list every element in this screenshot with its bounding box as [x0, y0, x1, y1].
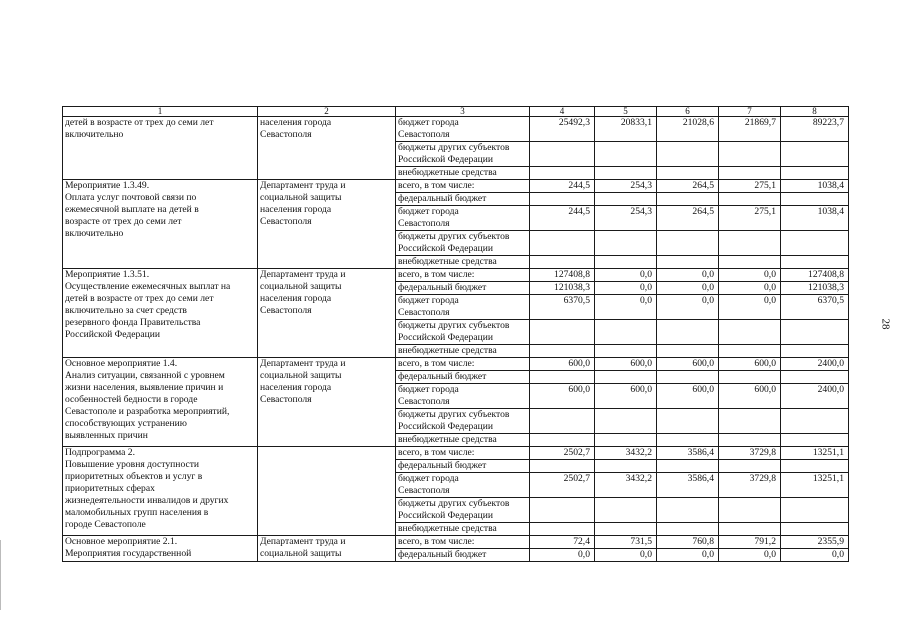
- amount-cell: [719, 409, 781, 434]
- funding-source: федеральный бюджет: [396, 193, 530, 206]
- amount-cell: [595, 345, 657, 358]
- amount-cell: [657, 142, 719, 167]
- amount-cell: 21028,6: [657, 117, 719, 142]
- amount-cell: 254,3: [595, 206, 657, 231]
- amount-cell: 1038,4: [781, 206, 849, 231]
- amount-cell: [657, 256, 719, 269]
- funding-source: бюджет города Севастополя: [396, 295, 530, 320]
- funding-source: всего, в том числе:: [396, 180, 530, 193]
- funding-source: федеральный бюджет: [396, 460, 530, 473]
- funding-source: внебюджетные средства: [396, 345, 530, 358]
- funding-source: внебюджетные средства: [396, 434, 530, 447]
- amount-cell: 3432,2: [595, 447, 657, 460]
- column-header: 2: [258, 107, 396, 117]
- funding-source: всего, в том числе:: [396, 269, 530, 282]
- amount-cell: [719, 371, 781, 384]
- amount-cell: [657, 167, 719, 180]
- amount-cell: [719, 231, 781, 256]
- funding-source: бюджеты других субъектов Российской Федерации: [396, 320, 530, 345]
- amount-cell: [530, 320, 595, 345]
- amount-cell: [719, 498, 781, 523]
- funding-source: бюджеты других субъектов Российской Федерации: [396, 142, 530, 167]
- amount-cell: [657, 345, 719, 358]
- amount-cell: [657, 460, 719, 473]
- responsible-executor: Департамент труда и социальной защиты населения города Севастополя: [258, 180, 396, 269]
- amount-cell: [781, 193, 849, 206]
- amount-cell: 72,4: [530, 536, 595, 549]
- amount-cell: [595, 256, 657, 269]
- amount-cell: [657, 320, 719, 345]
- amount-cell: [595, 167, 657, 180]
- amount-cell: 2502,7: [530, 447, 595, 460]
- amount-cell: [719, 320, 781, 345]
- amount-cell: 244,5: [530, 206, 595, 231]
- amount-cell: [781, 371, 849, 384]
- responsible-executor: [258, 447, 396, 536]
- amount-cell: 275,1: [719, 180, 781, 193]
- funding-source: внебюджетные средства: [396, 167, 530, 180]
- amount-cell: [530, 498, 595, 523]
- funding-source: федеральный бюджет: [396, 282, 530, 295]
- amount-cell: [657, 371, 719, 384]
- budget-table: [62, 106, 849, 562]
- amount-cell: 600,0: [595, 384, 657, 409]
- amount-cell: 0,0: [657, 549, 719, 562]
- amount-cell: 121038,3: [781, 282, 849, 295]
- amount-cell: [657, 523, 719, 536]
- table-row: [63, 269, 849, 282]
- amount-cell: 13251,1: [781, 473, 849, 498]
- amount-cell: [530, 371, 595, 384]
- column-header: 3: [396, 107, 530, 117]
- amount-cell: [595, 142, 657, 167]
- funding-source: бюджет города Севастополя: [396, 384, 530, 409]
- funding-source: бюджеты других субъектов Российской Федерации: [396, 231, 530, 256]
- header-row: [63, 107, 849, 117]
- amount-cell: 20833,1: [595, 117, 657, 142]
- amount-cell: 275,1: [719, 206, 781, 231]
- amount-cell: 0,0: [657, 282, 719, 295]
- activity-description: Основное мероприятие 1.4. Анализ ситуации, связанной с уровнем жизни населения, выявление причин и особенностей бедности в городе Севастополе и разработка мероприятий, способствующих устранению выявленных причин: [63, 358, 258, 447]
- activity-description: Мероприятие 1.3.49. Оплата услуг почтовой связи по ежемесячной выплате на детей в возрасте от трех до семи лет включительно: [63, 180, 258, 269]
- amount-cell: [719, 523, 781, 536]
- amount-cell: 3586,4: [657, 447, 719, 460]
- amount-cell: [781, 231, 849, 256]
- amount-cell: [530, 460, 595, 473]
- amount-cell: [595, 371, 657, 384]
- amount-cell: [781, 409, 849, 434]
- column-header: 1: [63, 107, 258, 117]
- funding-source: бюджет города Севастополя: [396, 117, 530, 142]
- funding-source: федеральный бюджет: [396, 549, 530, 562]
- amount-cell: [781, 320, 849, 345]
- amount-cell: [719, 142, 781, 167]
- funding-source: бюджеты других субъектов Российской Федерации: [396, 409, 530, 434]
- table-row: [63, 447, 849, 460]
- amount-cell: 6370,5: [530, 295, 595, 320]
- column-header: 8: [781, 107, 849, 117]
- amount-cell: 25492,3: [530, 117, 595, 142]
- amount-cell: 0,0: [719, 282, 781, 295]
- amount-cell: 244,5: [530, 180, 595, 193]
- amount-cell: [781, 434, 849, 447]
- amount-cell: [719, 460, 781, 473]
- amount-cell: 3432,2: [595, 473, 657, 498]
- amount-cell: 0,0: [781, 549, 849, 562]
- amount-cell: 121038,3: [530, 282, 595, 295]
- amount-cell: [595, 498, 657, 523]
- amount-cell: 6370,5: [781, 295, 849, 320]
- amount-cell: [595, 434, 657, 447]
- amount-cell: 2400,0: [781, 358, 849, 371]
- amount-cell: 0,0: [595, 549, 657, 562]
- amount-cell: [719, 345, 781, 358]
- amount-cell: 0,0: [657, 269, 719, 282]
- amount-cell: [719, 256, 781, 269]
- amount-cell: [781, 167, 849, 180]
- amount-cell: 600,0: [719, 358, 781, 371]
- table-row: [63, 117, 849, 142]
- amount-cell: 0,0: [595, 269, 657, 282]
- funding-source: бюджет города Севастополя: [396, 206, 530, 231]
- amount-cell: [530, 142, 595, 167]
- amount-cell: 760,8: [657, 536, 719, 549]
- amount-cell: 791,2: [719, 536, 781, 549]
- amount-cell: [530, 345, 595, 358]
- responsible-executor: Департамент труда и социальной защиты населения города Севастополя: [258, 269, 396, 358]
- amount-cell: [530, 193, 595, 206]
- column-header: 4: [530, 107, 595, 117]
- amount-cell: 21869,7: [719, 117, 781, 142]
- funding-source: бюджет города Севастополя: [396, 473, 530, 498]
- amount-cell: 89223,7: [781, 117, 849, 142]
- amount-cell: [595, 460, 657, 473]
- amount-cell: [530, 409, 595, 434]
- amount-cell: 1038,4: [781, 180, 849, 193]
- responsible-executor: Департамент труда и социальной защиты: [258, 536, 396, 562]
- amount-cell: 731,5: [595, 536, 657, 549]
- funding-source: всего, в том числе:: [396, 447, 530, 460]
- funding-source: бюджеты других субъектов Российской Федерации: [396, 498, 530, 523]
- amount-cell: [781, 498, 849, 523]
- funding-source: всего, в том числе:: [396, 536, 530, 549]
- amount-cell: [657, 434, 719, 447]
- amount-cell: 600,0: [530, 384, 595, 409]
- amount-cell: [781, 523, 849, 536]
- amount-cell: [657, 409, 719, 434]
- amount-cell: 0,0: [657, 295, 719, 320]
- amount-cell: 264,5: [657, 180, 719, 193]
- amount-cell: 3729,8: [719, 473, 781, 498]
- amount-cell: [595, 409, 657, 434]
- table-row: [63, 180, 849, 193]
- amount-cell: 3586,4: [657, 473, 719, 498]
- amount-cell: 0,0: [595, 295, 657, 320]
- amount-cell: [657, 231, 719, 256]
- amount-cell: 2502,7: [530, 473, 595, 498]
- amount-cell: [530, 256, 595, 269]
- amount-cell: 3729,8: [719, 447, 781, 460]
- responsible-executor: населения города Севастополя: [258, 117, 396, 180]
- amount-cell: [781, 256, 849, 269]
- column-header: 7: [719, 107, 781, 117]
- column-header: 6: [657, 107, 719, 117]
- funding-source: федеральный бюджет: [396, 371, 530, 384]
- page-number: 28: [879, 318, 892, 330]
- funding-source: внебюджетные средства: [396, 256, 530, 269]
- funding-source: всего, в том числе:: [396, 358, 530, 371]
- amount-cell: 600,0: [719, 384, 781, 409]
- amount-cell: [719, 193, 781, 206]
- amount-cell: 600,0: [657, 384, 719, 409]
- amount-cell: [595, 523, 657, 536]
- amount-cell: [595, 193, 657, 206]
- activity-description: Мероприятие 1.3.51. Осуществление ежемесячных выплат на детей в возрасте от трех до семи лет включительно за счет средств резервного фонда Правительства Российской Федерации: [63, 269, 258, 358]
- amount-cell: [657, 498, 719, 523]
- amount-cell: [530, 167, 595, 180]
- amount-cell: [530, 434, 595, 447]
- amount-cell: 264,5: [657, 206, 719, 231]
- amount-cell: [719, 434, 781, 447]
- amount-cell: 0,0: [595, 282, 657, 295]
- amount-cell: 600,0: [595, 358, 657, 371]
- amount-cell: [781, 460, 849, 473]
- scan-edge-mark: [0, 540, 1, 610]
- amount-cell: 127408,8: [530, 269, 595, 282]
- amount-cell: [657, 193, 719, 206]
- amount-cell: 0,0: [719, 295, 781, 320]
- activity-description: детей в возрасте от трех до семи лет включительно: [63, 117, 258, 180]
- funding-source: внебюджетные средства: [396, 523, 530, 536]
- amount-cell: [595, 320, 657, 345]
- amount-cell: [781, 142, 849, 167]
- amount-cell: [530, 523, 595, 536]
- activity-description: Основное мероприятие 2.1. Мероприятия государственной: [63, 536, 258, 562]
- amount-cell: [595, 231, 657, 256]
- amount-cell: 13251,1: [781, 447, 849, 460]
- column-header: 5: [595, 107, 657, 117]
- amount-cell: 0,0: [719, 269, 781, 282]
- amount-cell: [530, 231, 595, 256]
- amount-cell: [719, 167, 781, 180]
- table-row: [63, 536, 849, 549]
- amount-cell: [781, 345, 849, 358]
- amount-cell: 0,0: [719, 549, 781, 562]
- activity-description: Подпрограмма 2. Повышение уровня доступности приоритетных объектов и услуг в приоритетных сферах жизнедеятельности инвалидов и других маломобильных групп населения в городе Севастополе: [63, 447, 258, 536]
- amount-cell: 0,0: [530, 549, 595, 562]
- amount-cell: 2400,0: [781, 384, 849, 409]
- responsible-executor: Департамент труда и социальной защиты населения города Севастополя: [258, 358, 396, 447]
- amount-cell: 254,3: [595, 180, 657, 193]
- amount-cell: 600,0: [530, 358, 595, 371]
- amount-cell: 127408,8: [781, 269, 849, 282]
- amount-cell: 2355,9: [781, 536, 849, 549]
- table-row: [63, 358, 849, 371]
- amount-cell: 600,0: [657, 358, 719, 371]
